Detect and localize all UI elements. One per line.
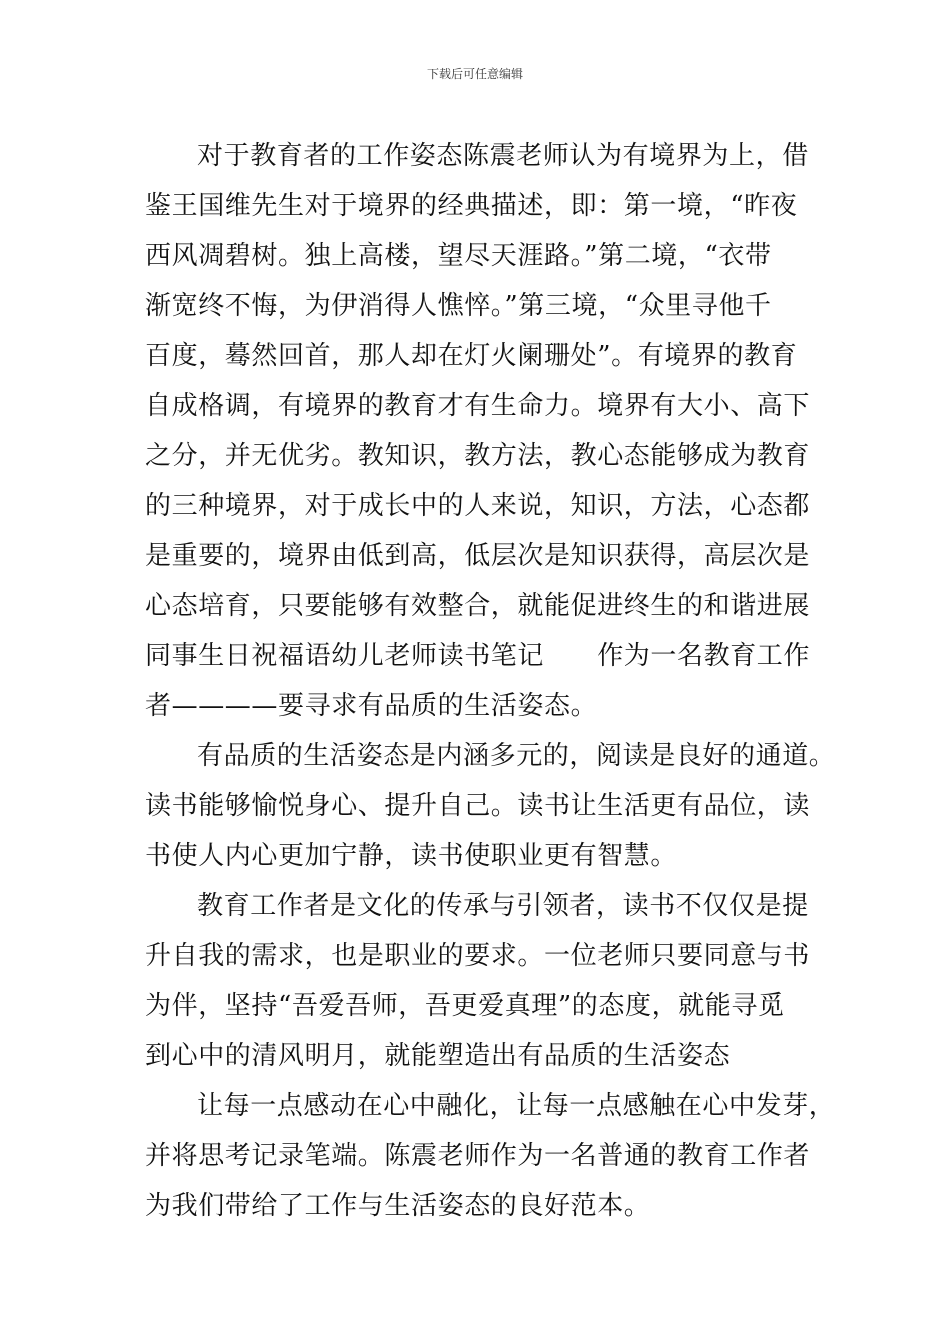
paragraph-4 [145, 1081, 836, 1231]
text-line: 百度，蓦然回首，那人却在灯火阑珊处”。有境界的教育 [145, 341, 798, 371]
text-line: 者————要寻求有品质的生活姿态。 [145, 691, 598, 721]
text-line: 到心中的清风明月，就能塑造出有品质的生活姿态 [145, 1041, 731, 1071]
text-line: 书使人内心更加宁静，读书使职业更有智慧。 [145, 841, 678, 871]
paragraph-2 [145, 731, 836, 881]
paragraph-3 [145, 881, 825, 1081]
text-line: 为我们带给了工作与生活姿态的良好范本。 [145, 1191, 651, 1221]
text-line: 有品质的生活姿态是内涵多元的，阅读是良好的通道。 [197, 741, 836, 771]
text-line: 并将思考记录笔端。陈震老师作为一名普通的教育工作者 [145, 1141, 811, 1171]
text-line: 为伴，坚持“吾爱吾师，吾更爱真理”的态度，就能寻觅 [145, 991, 785, 1021]
text-line: 自成格调，有境界的教育才有生命力。境界有大小、高下 [145, 391, 811, 421]
text-line: 升自我的需求，也是职业的要求。一位老师只要同意与书 [145, 941, 811, 971]
text-line: 让每一点感动在心中融化，让每一点感触在心中发芽， [197, 1091, 836, 1121]
paragraph-1 [145, 131, 825, 731]
text-line: 的三种境界，对于成长中的人来说，知识，方法，心态都 [145, 491, 811, 521]
text-line: 鉴王国维先生对于境界的经典描述，即：第一境，“昨夜 [145, 191, 798, 221]
text-line: 同事生日祝福语幼儿老师读书笔记 作为一名教育工作 [145, 641, 811, 671]
document-body [145, 131, 836, 1231]
page-header: 下载后可任意编辑 [426, 67, 523, 81]
text-line: 之分，并无优劣。教知识，教方法，教心态能够成为教育 [145, 441, 811, 471]
text-line: 对于教育者的工作姿态陈震老师认为有境界为上，借 [197, 141, 809, 171]
text-line: 西风凋碧树。独上高楼，望尽天涯路。”第二境，“衣带 [145, 241, 772, 271]
text-line: 教育工作者是文化的传承与引领者，读书不仅仅是提 [197, 891, 809, 921]
text-line: 是重要的，境界由低到高，低层次是知识获得，高层次是 [145, 541, 811, 571]
text-line: 读书能够愉悦身心、提升自己。读书让生活更有品位，读 [145, 791, 811, 821]
text-line: 渐宽终不悔，为伊消得人憔悴。”第三境，“众里寻他千 [145, 291, 772, 321]
text-line: 心态培育，只要能够有效整合，就能促进终生的和谐进展 [145, 591, 811, 621]
